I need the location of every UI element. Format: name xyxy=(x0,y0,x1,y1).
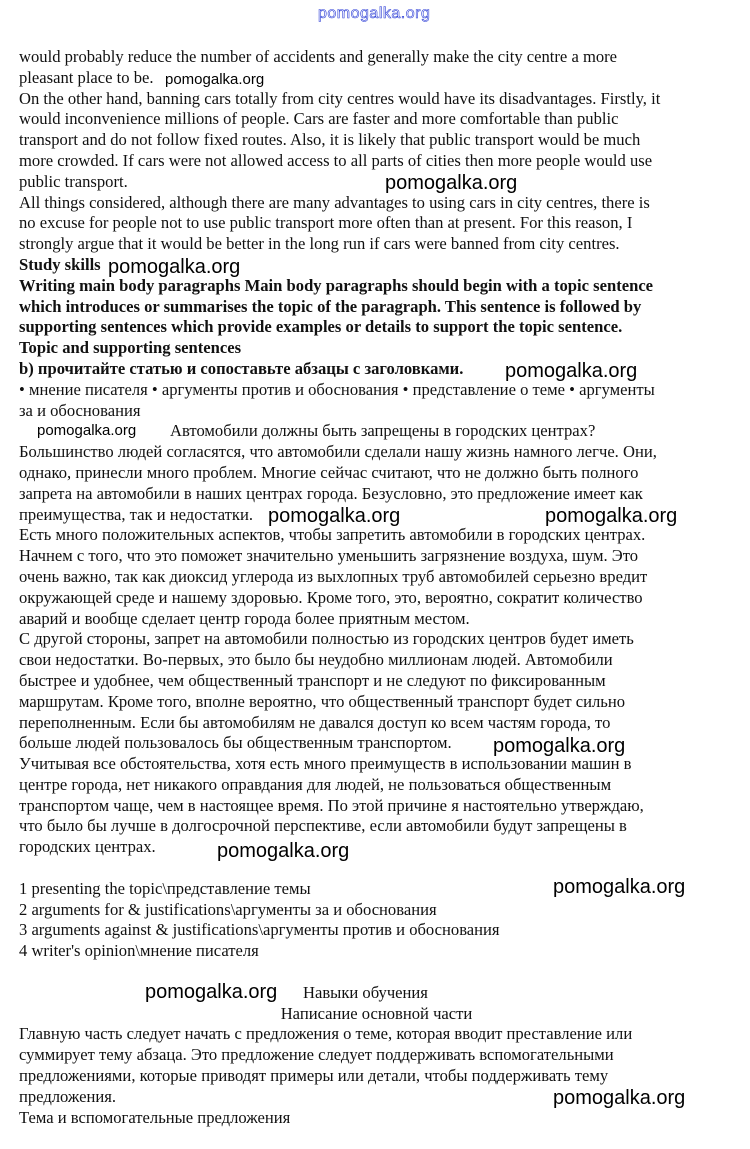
article-line: Начнем с того, что это поможет значительно уменьшить загрязнение воздуха, шум. Это xyxy=(19,546,639,566)
watermark: pomogalka.org xyxy=(37,422,137,439)
article-line: аварий и вообще сделает центр города более приятным местом. xyxy=(19,608,470,628)
article-title: Автомобили должны быть запрещены в городских центрах? xyxy=(170,421,596,441)
answer-item: 4 writer's opinion\мнение писателя xyxy=(19,941,259,961)
translation-line: Тема и вспомогательные предложения xyxy=(19,1107,291,1127)
translation-subtitle: Написание основной части xyxy=(280,1003,473,1023)
study-skills-line: supporting sentences which provide examples or details to support the topic sentence. xyxy=(19,317,623,337)
english-text-line: more crowded. If cars were not allowed access to all parts of cities then more people would use xyxy=(19,150,653,170)
headings-list-line: за и обоснования xyxy=(19,400,141,420)
article-line: городских центрах. xyxy=(19,837,156,857)
article-line: Есть много положительных аспектов, чтобы запретить автомобили в городских центрах. xyxy=(19,525,646,545)
watermark: pomogalka.org xyxy=(545,505,678,527)
watermark: pomogalka.org xyxy=(145,981,278,1003)
article-line: центре города, нет никакого оправдания для людей, не пользоваться общественным xyxy=(19,774,612,794)
watermark: pomogalka.org xyxy=(108,256,241,278)
translation-line: предложения. xyxy=(19,1086,117,1106)
translation-line: суммирует тему абзаца. Это предложение следует поддерживать вспомогательными xyxy=(19,1045,614,1065)
translation-title: Навыки обучения xyxy=(303,982,428,1002)
watermark: pomogalka.org xyxy=(505,360,638,382)
article-line: транспортом чаще, чем в настоящее время. По этой причине я настоятельно утверждаю, xyxy=(19,795,644,815)
article-line: быстрее и удобнее, чем общественный транспорт и не следуют по фиксированным xyxy=(19,670,606,690)
study-skills-line: Topic and supporting sentences xyxy=(19,338,242,358)
article-line: запрета на автомобили в наших центрах города. Безусловно, это предложение имеет как xyxy=(19,483,643,503)
watermark: pomogalka.org xyxy=(268,505,401,527)
english-text-line: public transport. xyxy=(19,171,128,191)
article-line: переполненным. Если бы автомобилям не давался доступ ко всем частям города, то xyxy=(19,712,611,732)
english-text-line: All things considered, although there are many advantages to using cars in city centres, there is xyxy=(19,192,650,212)
article-line: Большинство людей согласятся, что автомобили сделали нашу жизнь намного легче. Они, xyxy=(19,442,657,462)
answer-item: 2 arguments for & justifications\аргументы за и обоснования xyxy=(19,899,437,919)
spacer xyxy=(19,962,734,983)
english-text-line: no excuse for people not to use public transport more often than at present. For this reason, I xyxy=(19,213,633,233)
headings-list-line: • мнение писателя • аргументы против и обоснования • представление о теме • аргументы xyxy=(19,379,655,399)
english-text-line: strongly argue that it would be better in the long run if cars were banned from city centres. xyxy=(19,234,620,254)
answer-item: 3 arguments against & justifications\аргументы против и обоснования xyxy=(19,920,500,940)
article-line: маршрутам. Кроме того, вполне вероятно, что общественный транспорт будет сильно xyxy=(19,691,626,711)
article-line: что было бы лучше в долгосрочной перспективе, если автомобили будут запрещены в xyxy=(19,816,627,836)
translation-line: Главную часть следует начать с предложения о теме, которая вводит преставление или xyxy=(19,1024,633,1044)
english-text-line: transport and do not follow fixed routes. Also, it is likely that public transport would be much xyxy=(19,130,641,150)
article-line: свои недостатки. Во-первых, это было бы неудобно миллионам людей. Автомобили xyxy=(19,650,613,670)
watermark: pomogalka.org xyxy=(217,840,350,862)
english-text-line: pleasant place to be. xyxy=(19,67,154,87)
watermark: pomogalka.org xyxy=(553,876,686,898)
article-line: преимущества, так и недостатки. xyxy=(19,504,254,524)
header-watermark: pomogalka.org xyxy=(318,5,431,22)
study-skills-line: b) прочитайте статью и сопоставьте абзацы с заголовками. xyxy=(19,358,464,378)
document-body xyxy=(19,47,734,1128)
translation-line: предложениями, которые приводят примеры или детали, чтобы поддерживать тему xyxy=(19,1066,609,1086)
study-skills-line: Writing main body paragraphs Main body paragraphs should begin with a topic sentence xyxy=(19,275,654,295)
study-skills-line: Study skills xyxy=(19,254,101,274)
watermark: pomogalka.org xyxy=(385,172,518,194)
watermark: pomogalka.org xyxy=(165,71,265,88)
article-line: С другой стороны, запрет на автомобили полностью из городских центров будет иметь xyxy=(19,629,634,649)
english-text-line: On the other hand, banning cars totally from city centres would have its disadvantages. Firstly, it xyxy=(19,88,661,108)
english-text-line: would probably reduce the number of accidents and generally make the city centre a more xyxy=(19,47,618,66)
watermark: pomogalka.org xyxy=(493,735,626,757)
article-line: Учитывая все обстоятельства, хотя есть много преимуществ в использовании машин в xyxy=(19,754,632,774)
article-line: больше людей пользовалось бы общественным транспортом. xyxy=(19,733,452,753)
watermark: pomogalka.org xyxy=(553,1087,686,1109)
study-skills-line: which introduces or summarises the topic of the paragraph. This sentence is followed by xyxy=(19,296,642,316)
article-line: окружающей среде и нашему здоровью. Кроме того, это, вероятно, сократит количество xyxy=(19,587,643,607)
article-line: очень важно, так как диоксид углерода из выхлопных труб автомобилей серьезно вредит xyxy=(19,566,648,586)
english-text-line: would inconvenience millions of people. Cars are faster and more comfortable than public xyxy=(19,109,619,129)
answer-item: 1 presenting the topic\представление темы xyxy=(19,878,311,898)
article-line: однако, принесли много проблем. Многие сейчас считают, что не должно быть полного xyxy=(19,462,639,482)
